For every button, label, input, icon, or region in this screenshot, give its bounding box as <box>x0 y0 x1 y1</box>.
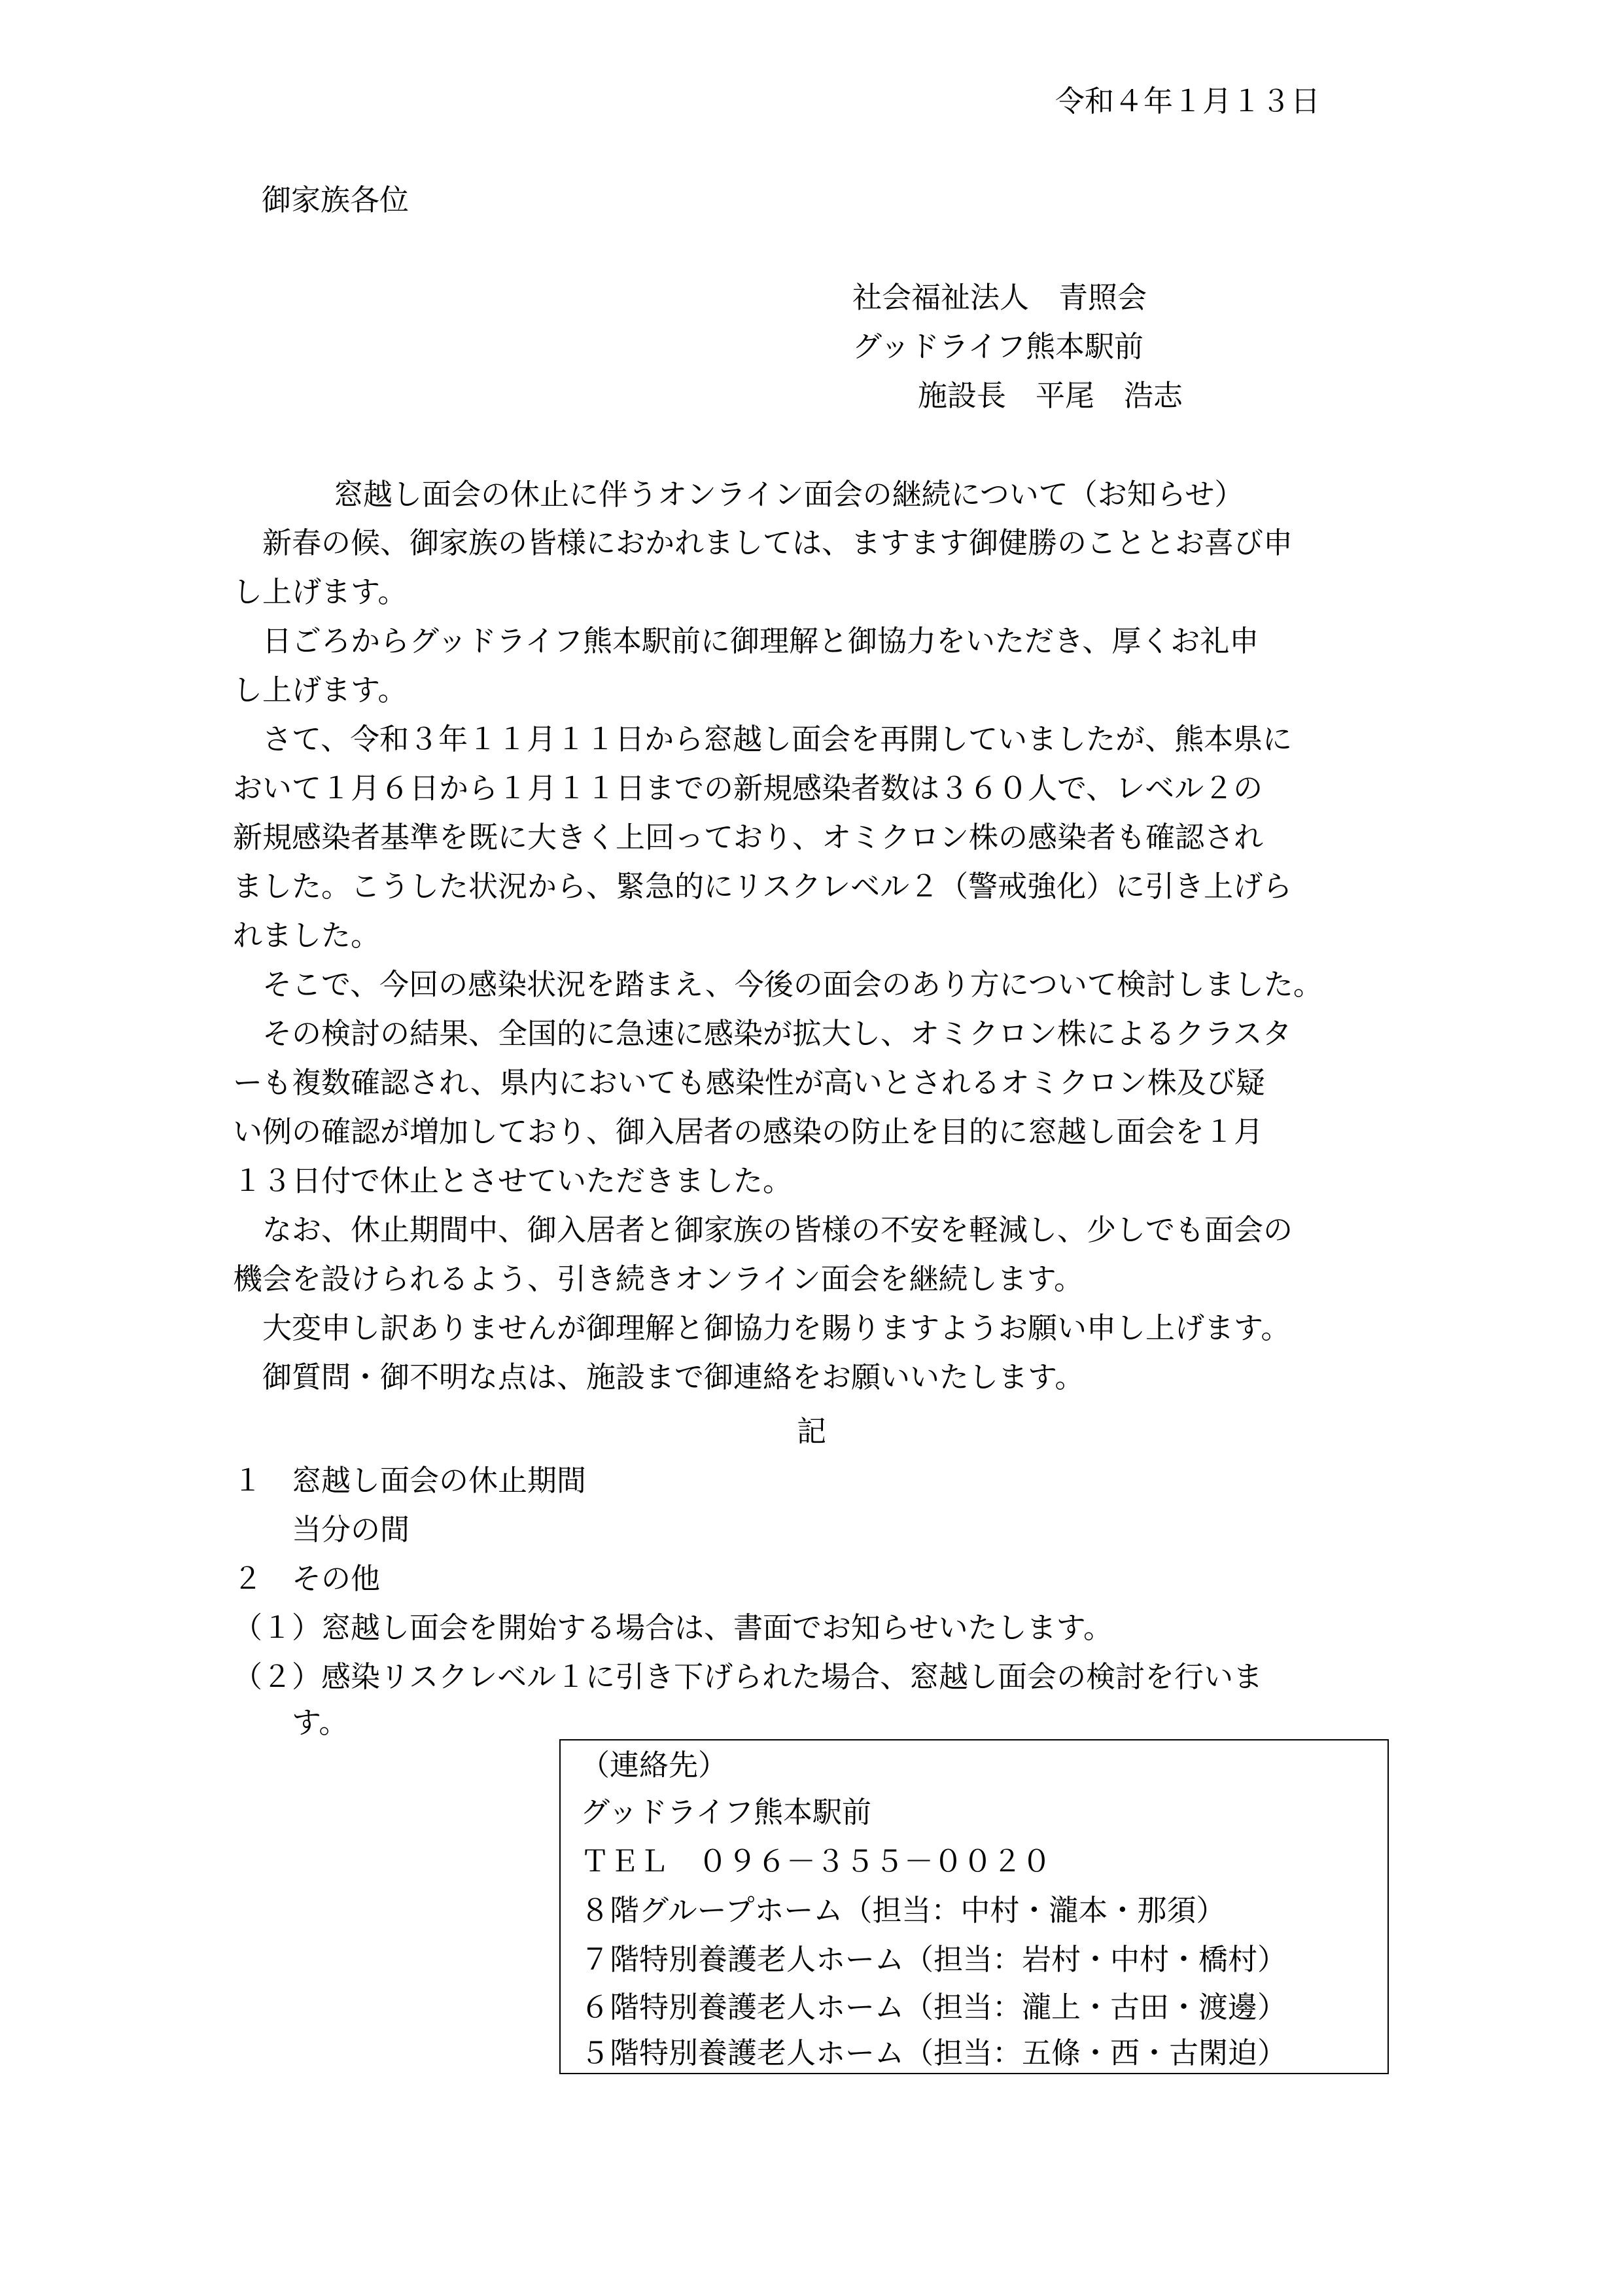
document-date: 令和４年１月１３日 <box>1055 84 1321 118</box>
item-line: （１）窓越し面会を開始する場合は、書面でお知らせいたします。 <box>233 1610 1113 1645</box>
body-line: ました。こうした状況から、緊急的にリスクレベル２（警戒強化）に引き上げら <box>233 869 1293 904</box>
item-line: す。 <box>233 1705 349 1740</box>
contact-tel: ＴＥＬ ０９６－３５５－００２０ <box>580 1844 1052 1879</box>
body-line: い例の確認が増加しており、御入居者の感染の防止を目的に窓越し面会を１月 <box>233 1114 1264 1149</box>
item-line: 当分の間 <box>233 1512 410 1547</box>
document-title: 窓越し面会の休止に伴うオンライン面会の継続について（お知らせ） <box>334 477 1244 512</box>
body-line: おいて１月６日から１月１１日までの新規感染者数は３６０人で、レベル２の <box>233 771 1263 805</box>
body-line: さて、令和３年１１月１１日から窓越し面会を再開していましたが、熊本県に <box>233 722 1293 756</box>
body-line: その検討の結果、全国的に急速に感染が拡大し、オミクロン株によるクラスタ <box>233 1016 1292 1051</box>
contact-floor: ８階グループホーム（担当：中村・瀧本・那須） <box>580 1893 1226 1928</box>
body-line: れました。 <box>233 918 381 953</box>
body-line: 新規感染者基準を既に大きく上回っており、オミクロン株の感染者も確認され <box>233 820 1264 855</box>
contact-box <box>559 1739 1389 2074</box>
body-line: し上げます。 <box>233 673 408 707</box>
body-line: 新春の候、御家族の皆様におかれましては、ますます御健勝のこととお喜び申 <box>233 525 1293 560</box>
contact-floor: ７階特別養護老人ホーム（担当：岩村・中村・橋村） <box>580 1942 1287 1977</box>
body-line: そこで、今回の感染状況を踏まえ、今後の面会のあり方について検討しました。 <box>233 967 1323 1002</box>
addressee: 御家族各位 <box>262 183 410 217</box>
body-line: 御質問・御不明な点は、施設まで御連絡をお願いいたします。 <box>233 1360 1085 1394</box>
body-line: なお、休止期間中、御入居者と御家族の皆様の不安を軽減し、少しでも面会の <box>233 1212 1293 1247</box>
contact-heading: （連絡先） <box>580 1748 728 1782</box>
sender-organization: 社会福祉法人 青照会 <box>852 280 1147 315</box>
contact-floor: ６階特別養護老人ホーム（担当：瀧上・古田・渡邊） <box>580 1990 1287 2024</box>
body-line: ーも複数確認され、県内においても感染性が高いとされるオミクロン株及び疑 <box>233 1065 1265 1100</box>
contact-floor: ５階特別養護老人ホーム（担当：五條・西・古閑迫） <box>580 2036 1287 2070</box>
item-line: １ 窓越し面会の休止期間 <box>233 1463 587 1498</box>
sender-director: 施設長 平尾 浩志 <box>918 378 1183 413</box>
body-line: し上げます。 <box>233 574 408 609</box>
item-line: ２ その他 <box>233 1561 381 1596</box>
ki-heading: 記 <box>797 1414 827 1449</box>
sender-facility: グッドライフ熊本駅前 <box>852 329 1144 364</box>
body-line: １３日付で休止とさせていただきました。 <box>233 1163 793 1198</box>
body-line: 大変申し訳ありませんが御理解と御協力を賜りますようお願い申し上げます。 <box>233 1311 1291 1345</box>
contact-facility: グッドライフ熊本駅前 <box>580 1795 872 1829</box>
body-line: 日ごろからグッドライフ熊本駅前に御理解と御協力をいただき、厚くお礼申 <box>233 624 1259 658</box>
body-line: 機会を設けられるよう、引き続きオンライン面会を継続します。 <box>233 1262 1084 1296</box>
item-line: （２）感染リスクレベル１に引き下げられた場合、窓越し面会の検討を行いま <box>233 1659 1263 1694</box>
